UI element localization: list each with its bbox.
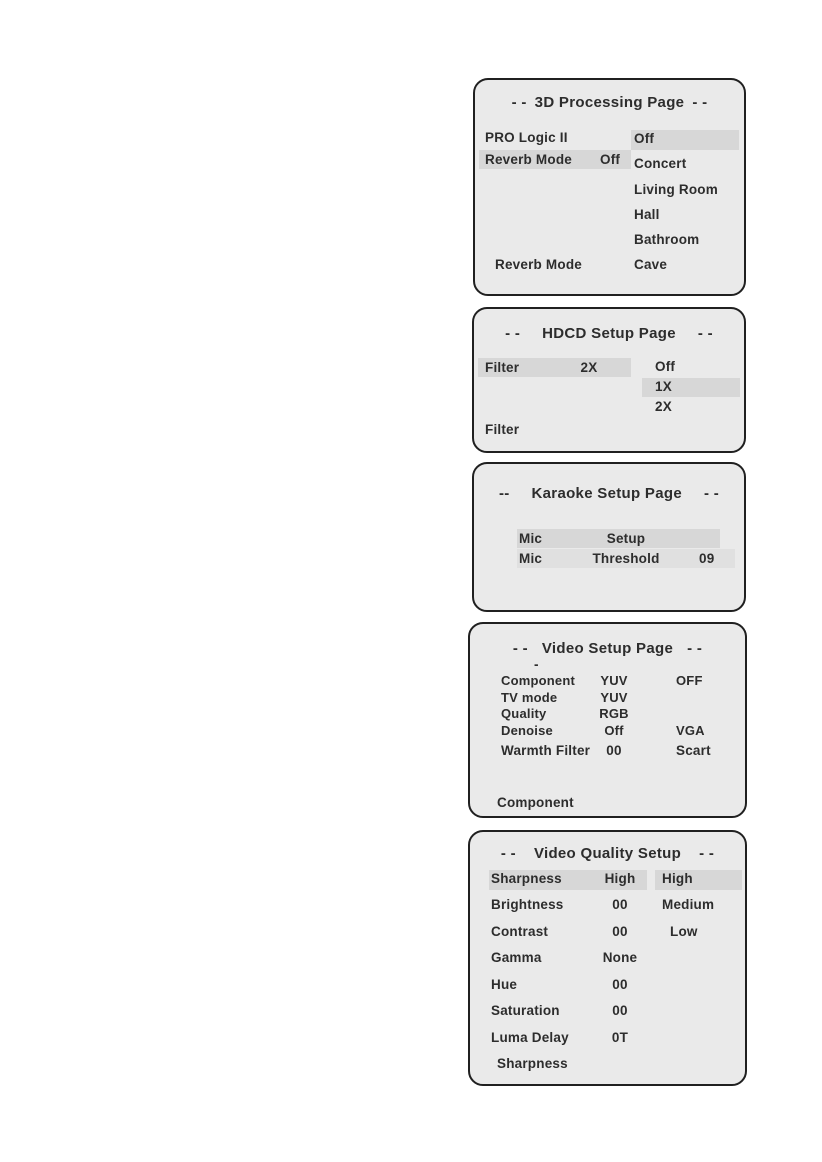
- title-dashes-left: - -: [511, 94, 527, 111]
- panel-video-setup: [468, 622, 747, 818]
- panel-video-quality: [468, 830, 747, 1086]
- denoise-right-value: VGA: [676, 723, 705, 738]
- panel-title-video-setup: [470, 640, 745, 657]
- brightness-value: 00: [612, 897, 628, 912]
- sharpness-value: High: [604, 871, 636, 886]
- hue-value: 00: [612, 977, 628, 992]
- panel-3d-processing: [473, 78, 746, 296]
- title-text: Video Quality Setup: [533, 845, 682, 862]
- menu-item-denoise[interactable]: Denoise: [501, 723, 553, 738]
- title-dashes-right: - -: [699, 845, 715, 862]
- option-medium[interactable]: Medium: [662, 897, 715, 912]
- menu-item-pro-logic[interactable]: PRO Logic II: [485, 130, 568, 145]
- filter-value: 2X: [580, 360, 598, 375]
- option-1x[interactable]: 1X: [655, 379, 672, 394]
- menu-item-saturation[interactable]: Saturation: [491, 1003, 560, 1018]
- menu-item-sharpness[interactable]: Sharpness: [491, 871, 562, 886]
- footer-hint-reverb-mode: Reverb Mode: [495, 257, 582, 272]
- title-dashes-left: - -: [512, 640, 528, 657]
- gamma-value: None: [602, 950, 638, 965]
- option-off[interactable]: Off: [655, 359, 676, 374]
- saturation-value: 00: [612, 1003, 628, 1018]
- option-cave[interactable]: Cave: [634, 257, 668, 272]
- mic-threshold-value: 09: [699, 551, 715, 566]
- title-text: HDCD Setup Page: [542, 325, 676, 342]
- title-dashes-right: - -: [687, 640, 703, 657]
- option-living-room[interactable]: Living Room: [634, 182, 718, 197]
- panel-title-karaoke: [474, 485, 744, 502]
- menu-item-component[interactable]: Component: [501, 673, 576, 688]
- denoise-value: Off: [604, 723, 624, 738]
- panel-title-3d-processing: [475, 94, 744, 111]
- title-dashes-right: - -: [692, 94, 708, 111]
- warmth-filter-value: 00: [606, 743, 622, 758]
- stray-dash: -: [534, 657, 539, 672]
- title-dashes-left: - -: [500, 845, 516, 862]
- title-text: Karaoke Setup Page: [531, 485, 682, 502]
- title-dashes-left: - -: [505, 325, 521, 342]
- title-text: Video Setup Page: [541, 640, 674, 657]
- warmth-filter-right-value: Scart: [676, 743, 711, 758]
- title-text: 3D Processing Page: [534, 94, 685, 111]
- reverb-mode-value: Off: [600, 152, 621, 167]
- panel-title-hdcd: [474, 325, 744, 342]
- component-right-value: OFF: [676, 673, 703, 688]
- footer-hint-component: Component: [497, 795, 574, 810]
- option-off[interactable]: Off: [634, 131, 655, 146]
- footer-hint-filter: Filter: [485, 422, 520, 437]
- title-dashes-right: - -: [704, 485, 720, 502]
- menu-item-filter[interactable]: Filter: [485, 360, 520, 375]
- quality-value: RGB: [599, 706, 629, 721]
- option-high[interactable]: High: [662, 871, 693, 886]
- menu-item-mic-threshold[interactable]: Mic: [519, 551, 543, 566]
- panel-title-video-quality: [470, 845, 745, 862]
- menu-item-warmth-filter[interactable]: Warmth Filter: [501, 743, 591, 758]
- option-concert[interactable]: Concert: [634, 156, 687, 171]
- menu-item-gamma[interactable]: Gamma: [491, 950, 542, 965]
- mic-threshold-center: Threshold: [592, 551, 660, 566]
- menu-item-brightness[interactable]: Brightness: [491, 897, 564, 912]
- menu-item-tv-mode[interactable]: TV mode: [501, 690, 558, 705]
- mic-setup-center: Setup: [606, 531, 646, 546]
- panel-hdcd-setup: [472, 307, 746, 453]
- component-value: YUV: [600, 673, 628, 688]
- menu-item-mic-setup[interactable]: Mic: [519, 531, 543, 546]
- option-hall[interactable]: Hall: [634, 207, 660, 222]
- menu-item-reverb-mode[interactable]: Reverb Mode: [485, 152, 572, 167]
- menu-item-quality[interactable]: Quality: [501, 706, 547, 721]
- title-dashes-right: - -: [697, 325, 713, 342]
- option-2x[interactable]: 2X: [655, 399, 672, 414]
- menu-item-hue[interactable]: Hue: [491, 977, 518, 992]
- tv-mode-value: YUV: [600, 690, 628, 705]
- contrast-value: 00: [612, 924, 628, 939]
- option-bathroom[interactable]: Bathroom: [634, 232, 700, 247]
- option-low[interactable]: Low: [670, 924, 698, 939]
- footer-hint-sharpness: Sharpness: [497, 1056, 568, 1071]
- menu-item-contrast[interactable]: Contrast: [491, 924, 549, 939]
- menu-item-luma-delay[interactable]: Luma Delay: [491, 1030, 569, 1045]
- title-dashes-left: --: [498, 485, 510, 502]
- luma-delay-value: 0T: [611, 1030, 629, 1045]
- panel-karaoke-setup: [472, 462, 746, 612]
